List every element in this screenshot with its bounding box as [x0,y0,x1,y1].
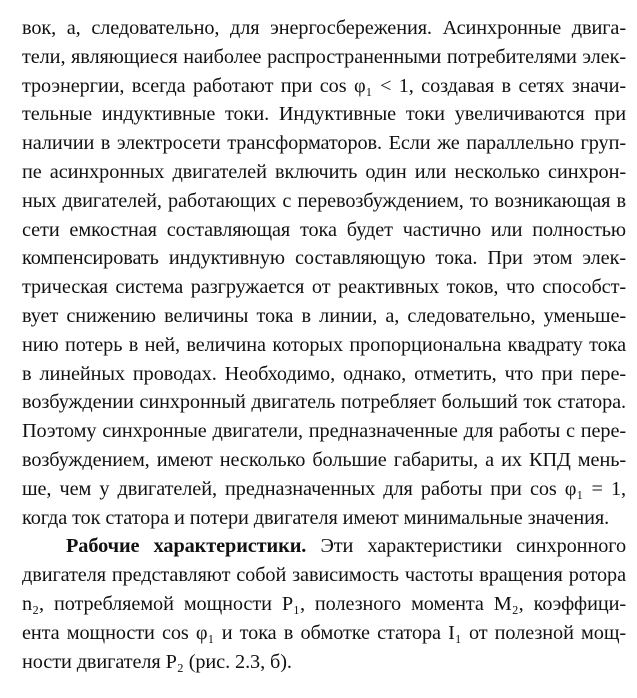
paragraph-2 [22,532,626,676]
text-line: Поэтому синхронные двигатели, предназначенные для работы с пере- [22,420,626,443]
paragraph-1 [22,14,626,532]
text-line: возбуждении синхронный двигатель потребляет больший ток статора. [22,391,626,414]
text-line: троэнергии, всегда работают при cos φ₁ < 1, создавая в сетях значи- [22,74,626,97]
text-line: n₂, потребляемой мощности P₁, полезного момента M₂, коэффици- [22,592,626,615]
section-heading-line [22,532,626,561]
text-line: компенсировать индуктивную составляющую тока. При этом элек- [22,247,626,270]
text-line: тельные индуктивные токи. Индуктивные токи увеличиваются при [22,103,626,126]
text-line: трическая система разгружается от реактивных токов, что способст- [22,276,626,299]
text-line: нию потерь в ней, величина которых пропорциональна квадрату тока [22,333,626,356]
text-line: сети емкостная составляющая тока будет частично или полностью [22,218,626,241]
text-line: ше, чем у двигателей, предназначенных для работы при cos φ₁ = 1, [22,477,626,500]
text-line: в линейных проводах. Необходимо, однако, отметить, что при пере- [22,362,626,385]
text-line: возбуждением, имеют несколько большие габариты, а их КПД мень- [22,448,626,471]
text-line: вок, а, следовательно, для энергосбережения. Асинхронные двига- [22,17,626,39]
text-line: когда ток статора и потери двигателя имеют минимальные значения. [22,506,610,529]
text-line: ента мощности cos φ₁ и тока в обмотке статора I₁ от полезной мощ- [22,621,626,644]
document-page [22,14,626,676]
text-line: тели, являющиеся наиболее распространенными потребителями элек- [22,45,626,68]
text-line: вует снижению величины тока в линии, а, следовательно, уменьше- [22,304,626,327]
text-line: наличии в электросети трансформаторов. Если же параллельно груп- [22,132,626,155]
section-heading: Рабочие характеристики. [66,535,307,558]
text-line: ности двигателя P₂ (рис. 2.3, б). [22,650,292,673]
text-line: ных двигателей, работающих с перевозбуждением, то возникающая в [22,189,626,212]
text-line: двигателя представляют собой зависимость частоты вращения ротора [22,564,626,587]
text-line: пе асинхронных двигателей включить один или несколько синхрон- [22,160,626,183]
text-fragment: Эти характеристики синхронного [306,535,626,558]
